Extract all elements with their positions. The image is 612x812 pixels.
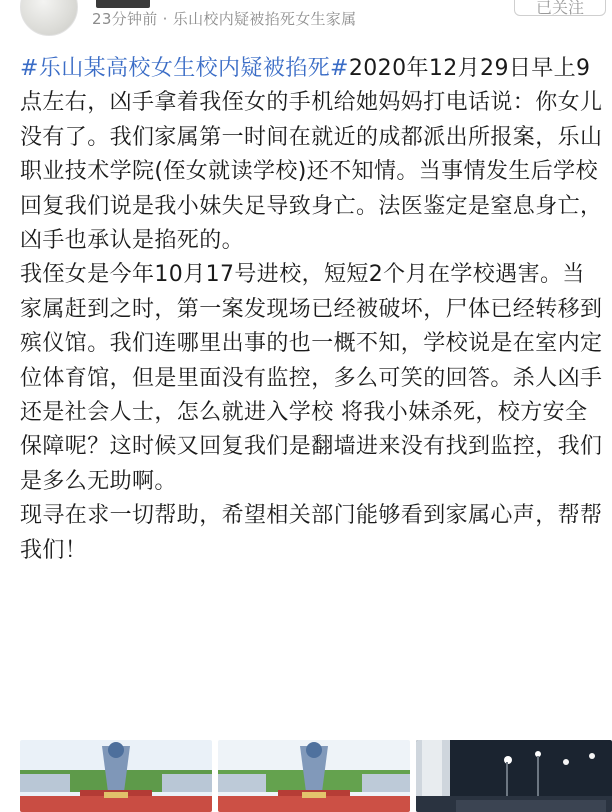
post-paragraph-1-text: 2020年12月29日早上9点左右，凶手拿着我侄女的手机给她妈妈打电话说：你女儿没有了。我们家属第一时间在就近的成都派出所报案，乐山职业技术学院(侄女就读学校)还不知情。当事情发生后学校回复我们说是我小妹失足导致身亡。法医鉴定是窒息身亡，凶手也承认是掐死的。 <box>20 56 603 254</box>
post-paragraph-2: 我侄女是今年10月17号进校，短短2个月在学校遇害。当家属赶到之时，第一案发现场已经被破坏，尸体已经转移到殡仪馆。我们连哪里出事的也一概不知，学校说是在室内定位体育馆，但是里面没有监控，多么可笑的回答。杀人凶手还是社会人士，怎么就进入学校 将我小妹杀死，校方安全保障呢？这时候又回复我们是翻墙进来没有找到监控，我们是多么无助啊。 <box>20 262 603 494</box>
follow-button[interactable]: 已关注 <box>514 0 606 16</box>
post-meta: 23分钟前 · 乐山校内疑被掐死女生家属 <box>92 10 357 28</box>
image-thumbnails <box>20 740 612 812</box>
post-paragraph-3: 现寻在求一切帮助，希望相关部门能够看到家属心声，帮帮我们！ <box>20 503 603 563</box>
post-header <box>0 0 612 44</box>
username-redacted <box>96 0 150 8</box>
thumbnail-campus-monument-1[interactable] <box>20 740 212 812</box>
avatar[interactable] <box>20 0 78 36</box>
post-paragraph-1 <box>20 52 606 258</box>
post-content <box>20 52 606 568</box>
thumbnail-campus-monument-2[interactable] <box>218 740 410 812</box>
hashtag-link[interactable]: #乐山某高校女生校内疑被掐死# <box>20 56 349 81</box>
thumbnail-night-scene[interactable] <box>416 740 612 812</box>
